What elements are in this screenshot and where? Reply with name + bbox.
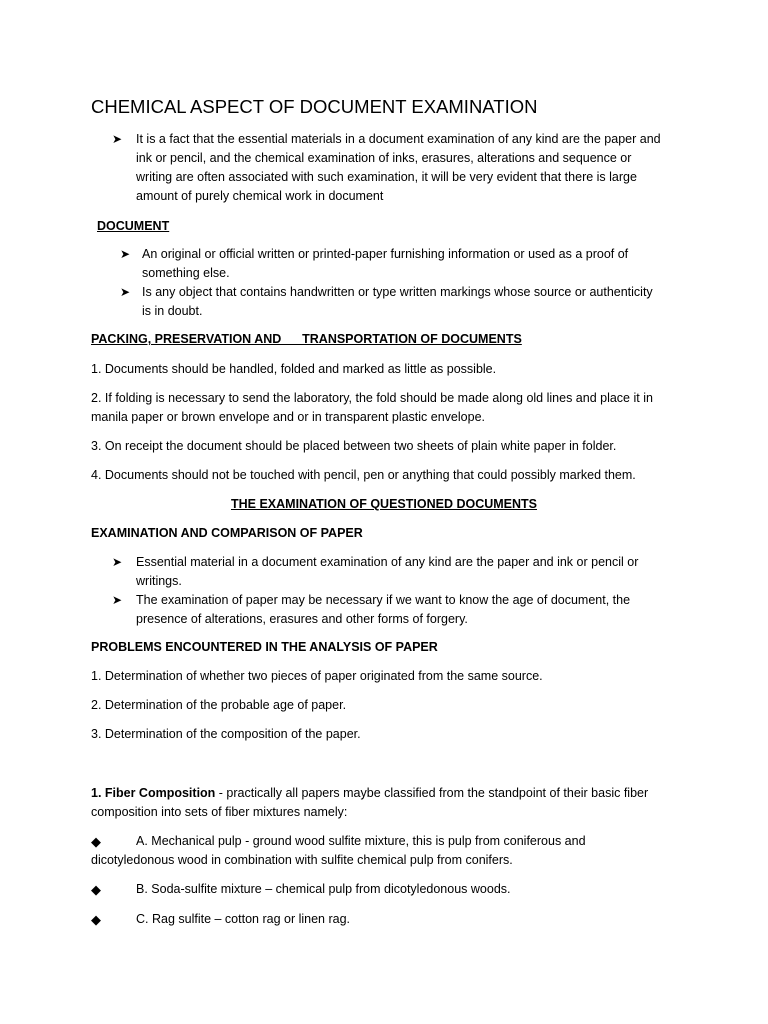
paper-heading: EXAMINATION AND COMPARISON OF PAPER [91,526,363,540]
document-bullet-line: Is any object that contains handwritten or type written markings whose source or authenticity [142,285,653,299]
packing-heading: PACKING, PRESERVATION AND TRANSPORTATION OF DOCUMENTS [91,332,522,346]
paper-bullet-line: writings. [136,574,182,588]
document-heading: DOCUMENT [97,219,170,233]
document-bullet-line: An original or official written or printed-paper furnishing information or used as a proof of [142,247,629,261]
fiber-item-line: B. Soda-sulfite mixture – chemical pulp from dicotyledonous woods. [136,882,511,896]
problems-item: 1. Determination of whether two pieces of paper originated from the same source. [91,669,543,683]
packing-item: 3. On receipt the document should be placed between two sheets of plain white paper in folder. [91,439,617,453]
problems-heading: PROBLEMS ENCOUNTERED IN THE ANALYSIS OF PAPER [91,640,438,654]
paper-bullet-line: Essential material in a document examination of any kind are the paper and ink or pencil or [136,555,639,569]
problems-item: 3. Determination of the composition of the paper. [91,727,361,741]
document-bullet-line: something else. [142,266,230,280]
packing-item: manila paper or brown envelope and or in transparent plastic envelope. [91,410,485,424]
exam-heading: THE EXAMINATION OF QUESTIONED DOCUMENTS [230,497,538,511]
diamond-bullet-icon: ◆ [91,834,101,849]
paper-bullet-line: The examination of paper may be necessary if we want to know the age of document, the [136,593,631,607]
arrowhead-bullet-icon: ➤ [120,247,131,261]
packing-item: 4. Documents should not be touched with pencil, pen or anything that could possibly marked them. [91,468,636,482]
fiber-paragraph-line [91,784,648,803]
problems-item: 2. Determination of the probable age of paper. [91,698,347,712]
arrowhead-bullet-icon: ➤ [120,285,131,299]
intro-line: ink or pencil, and the chemical examination of inks, erasures, alterations and sequence or [136,151,632,165]
packing-item: 1. Documents should be handled, folded and marked as little as possible. [91,362,497,376]
fiber-item-line: C. Rag sulfite – cotton rag or linen rag. [136,912,351,926]
fiber-item-line: dicotyledonous wood in combination with sulfite chemical pulp from conifers. [91,853,513,867]
fiber-paragraph-line: composition into sets of fiber mixtures namely: [91,805,348,819]
intro-line: It is a fact that the essential materials in a document examination of any kind are the paper and [136,132,661,146]
document-bullet-line: is in doubt. [142,304,203,318]
diamond-bullet-icon: ◆ [91,882,101,897]
fiber-line1-rest: - practically all papers maybe classified from the standpoint of their basic fiber [215,786,649,800]
fiber-label: 1. Fiber Composition [91,786,216,800]
packing-item: 2. If folding is necessary to send the laboratory, the fold should be made along old lines and place it in [91,391,653,405]
diamond-bullet-icon: ◆ [91,912,101,927]
arrowhead-bullet-icon: ➤ [112,593,123,607]
paper-bullet-line: presence of alterations, erasures and other forms of forgery. [136,612,468,626]
page-title: CHEMICAL ASPECT OF DOCUMENT EXAMINATION [91,96,538,117]
arrowhead-bullet-icon: ➤ [112,132,123,146]
intro-line: writing are often associated with such examination, it will be very evident that there is large [136,170,637,184]
intro-line: amount of purely chemical work in document [136,189,384,203]
arrowhead-bullet-icon: ➤ [112,555,123,569]
fiber-item-line: A. Mechanical pulp - ground wood sulfite mixture, this is pulp from coniferous and [136,834,586,848]
